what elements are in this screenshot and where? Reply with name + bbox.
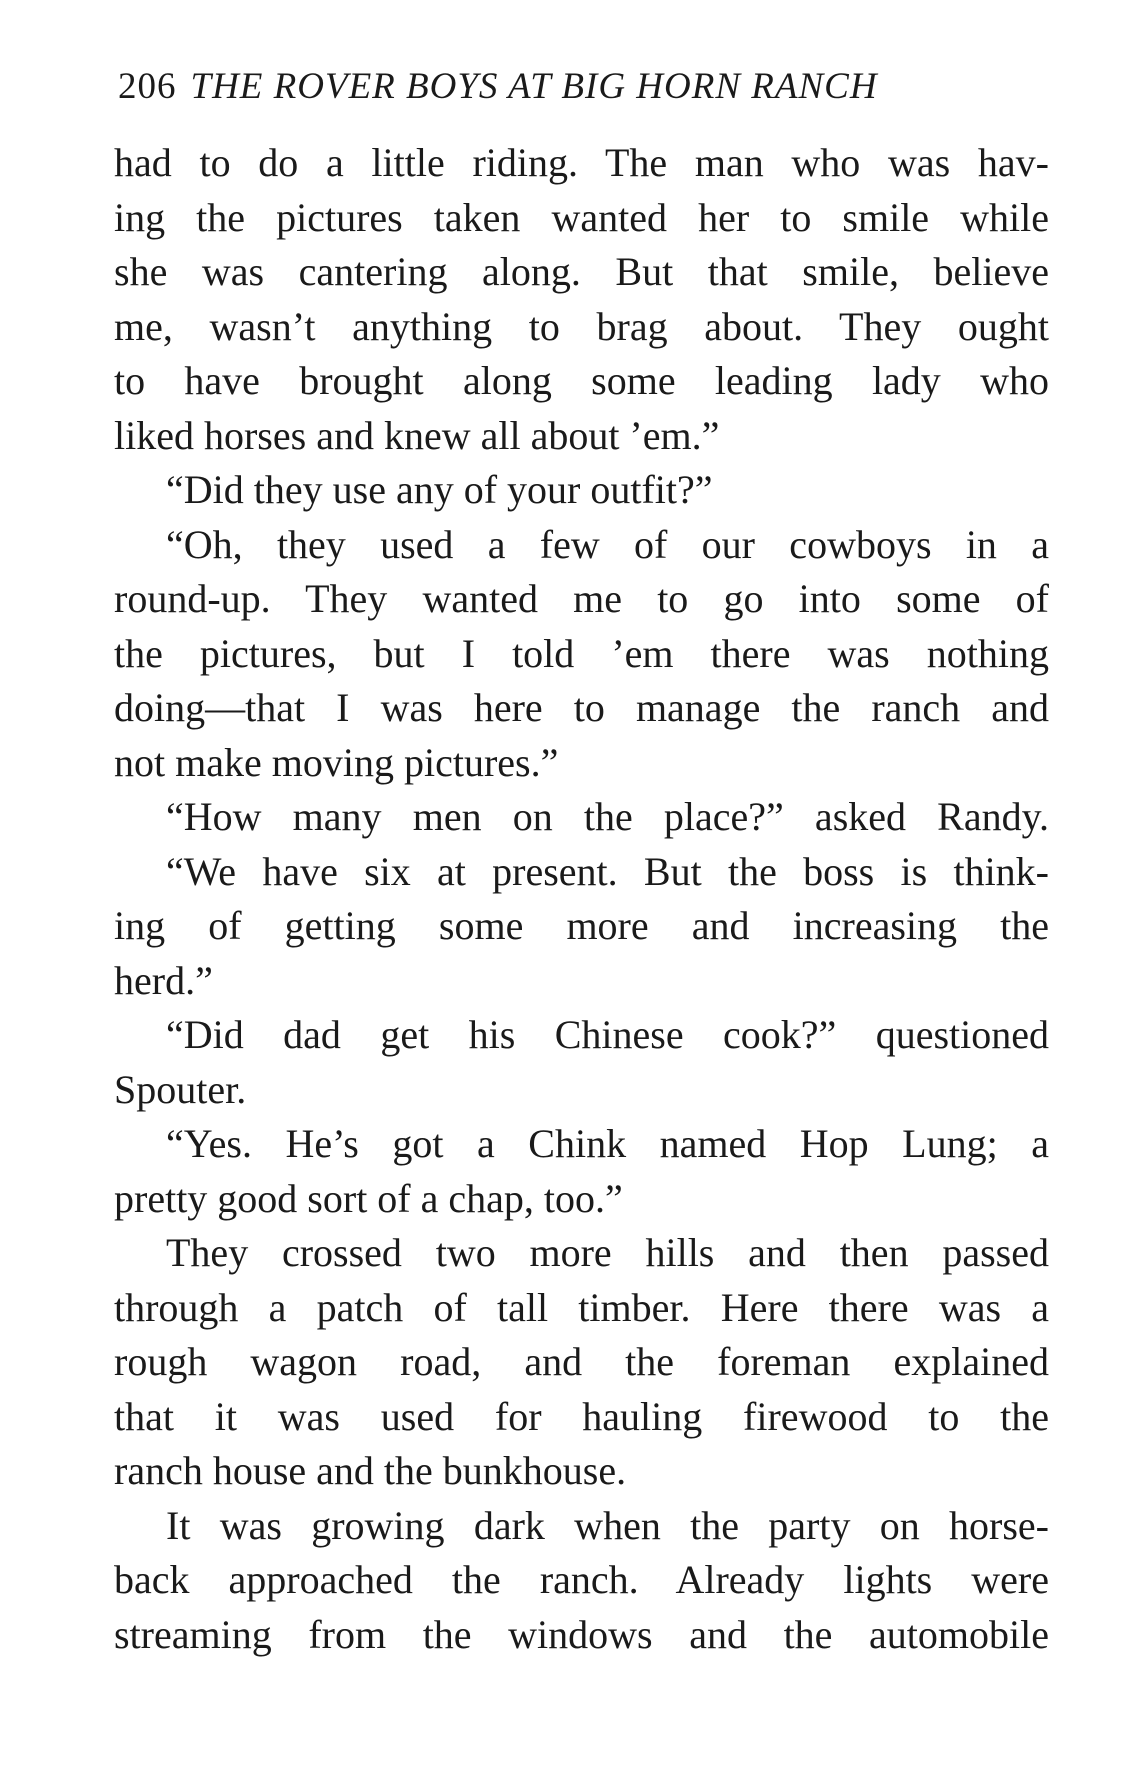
text-line: back approached the ranch. Already lights were [114, 1557, 1049, 1602]
text-line: herd.” [114, 957, 213, 1003]
text-line: pretty good sort of a chap, too.” [114, 1175, 623, 1221]
text-line: rough wagon road, and the foreman explained [114, 1339, 1049, 1384]
page-number: 206 [118, 66, 177, 107]
text-line: streaming from the windows and the automobile [114, 1611, 1049, 1657]
text-line: to have brought along some leading lady who [114, 358, 1049, 403]
text-line: the pictures, but I told ’em there was nothing [114, 630, 1049, 676]
text-line: had to do a little riding. The man who was hav- [114, 140, 1049, 185]
text-line: “Did they use any of your outfit?” [166, 467, 713, 512]
text-line: ing the pictures taken wanted her to smile while [114, 194, 1049, 240]
text-line: doing—that I was here to manage the ranch and [114, 685, 1049, 730]
text-line: me, wasn’t anything to brag about. They ought [114, 303, 1049, 349]
text-line: round-up. They wanted me to go into some of [114, 576, 1049, 621]
text-line: she was cantering along. But that smile, believe [114, 249, 1049, 294]
text-line: that it was used for hauling firewood to the [114, 1393, 1049, 1439]
text-line: “How many men on the place?” asked Randy. [166, 794, 1049, 839]
text-line: ing of getting some more and increasing the [114, 903, 1049, 948]
running-head [118, 62, 1018, 112]
text-line: “Did dad get his Chinese cook?” questioned [166, 1012, 1049, 1057]
text-line: “Oh, they used a few of our cowboys in a [166, 521, 1049, 567]
text-line: ranch house and the bunkhouse. [114, 1448, 627, 1493]
text-line: through a patch of tall timber. Here there was a [114, 1284, 1049, 1330]
text-line: “Yes. He’s got a Chink named Hop Lung; a [166, 1121, 1049, 1166]
text-line: Spouter. [114, 1066, 247, 1112]
text-line: It was growing dark when the party on horse- [166, 1502, 1049, 1548]
text-line: They crossed two more hills and then passed [166, 1230, 1049, 1275]
text-line: liked horses and knew all about ’em.” [114, 412, 720, 458]
body-text [114, 136, 1049, 1756]
book-title: THE ROVER BOYS AT BIG HORN RANCH [190, 66, 878, 107]
text-line: “We have six at present. But the boss is think- [166, 848, 1049, 894]
text-line: not make moving pictures.” [114, 739, 559, 785]
